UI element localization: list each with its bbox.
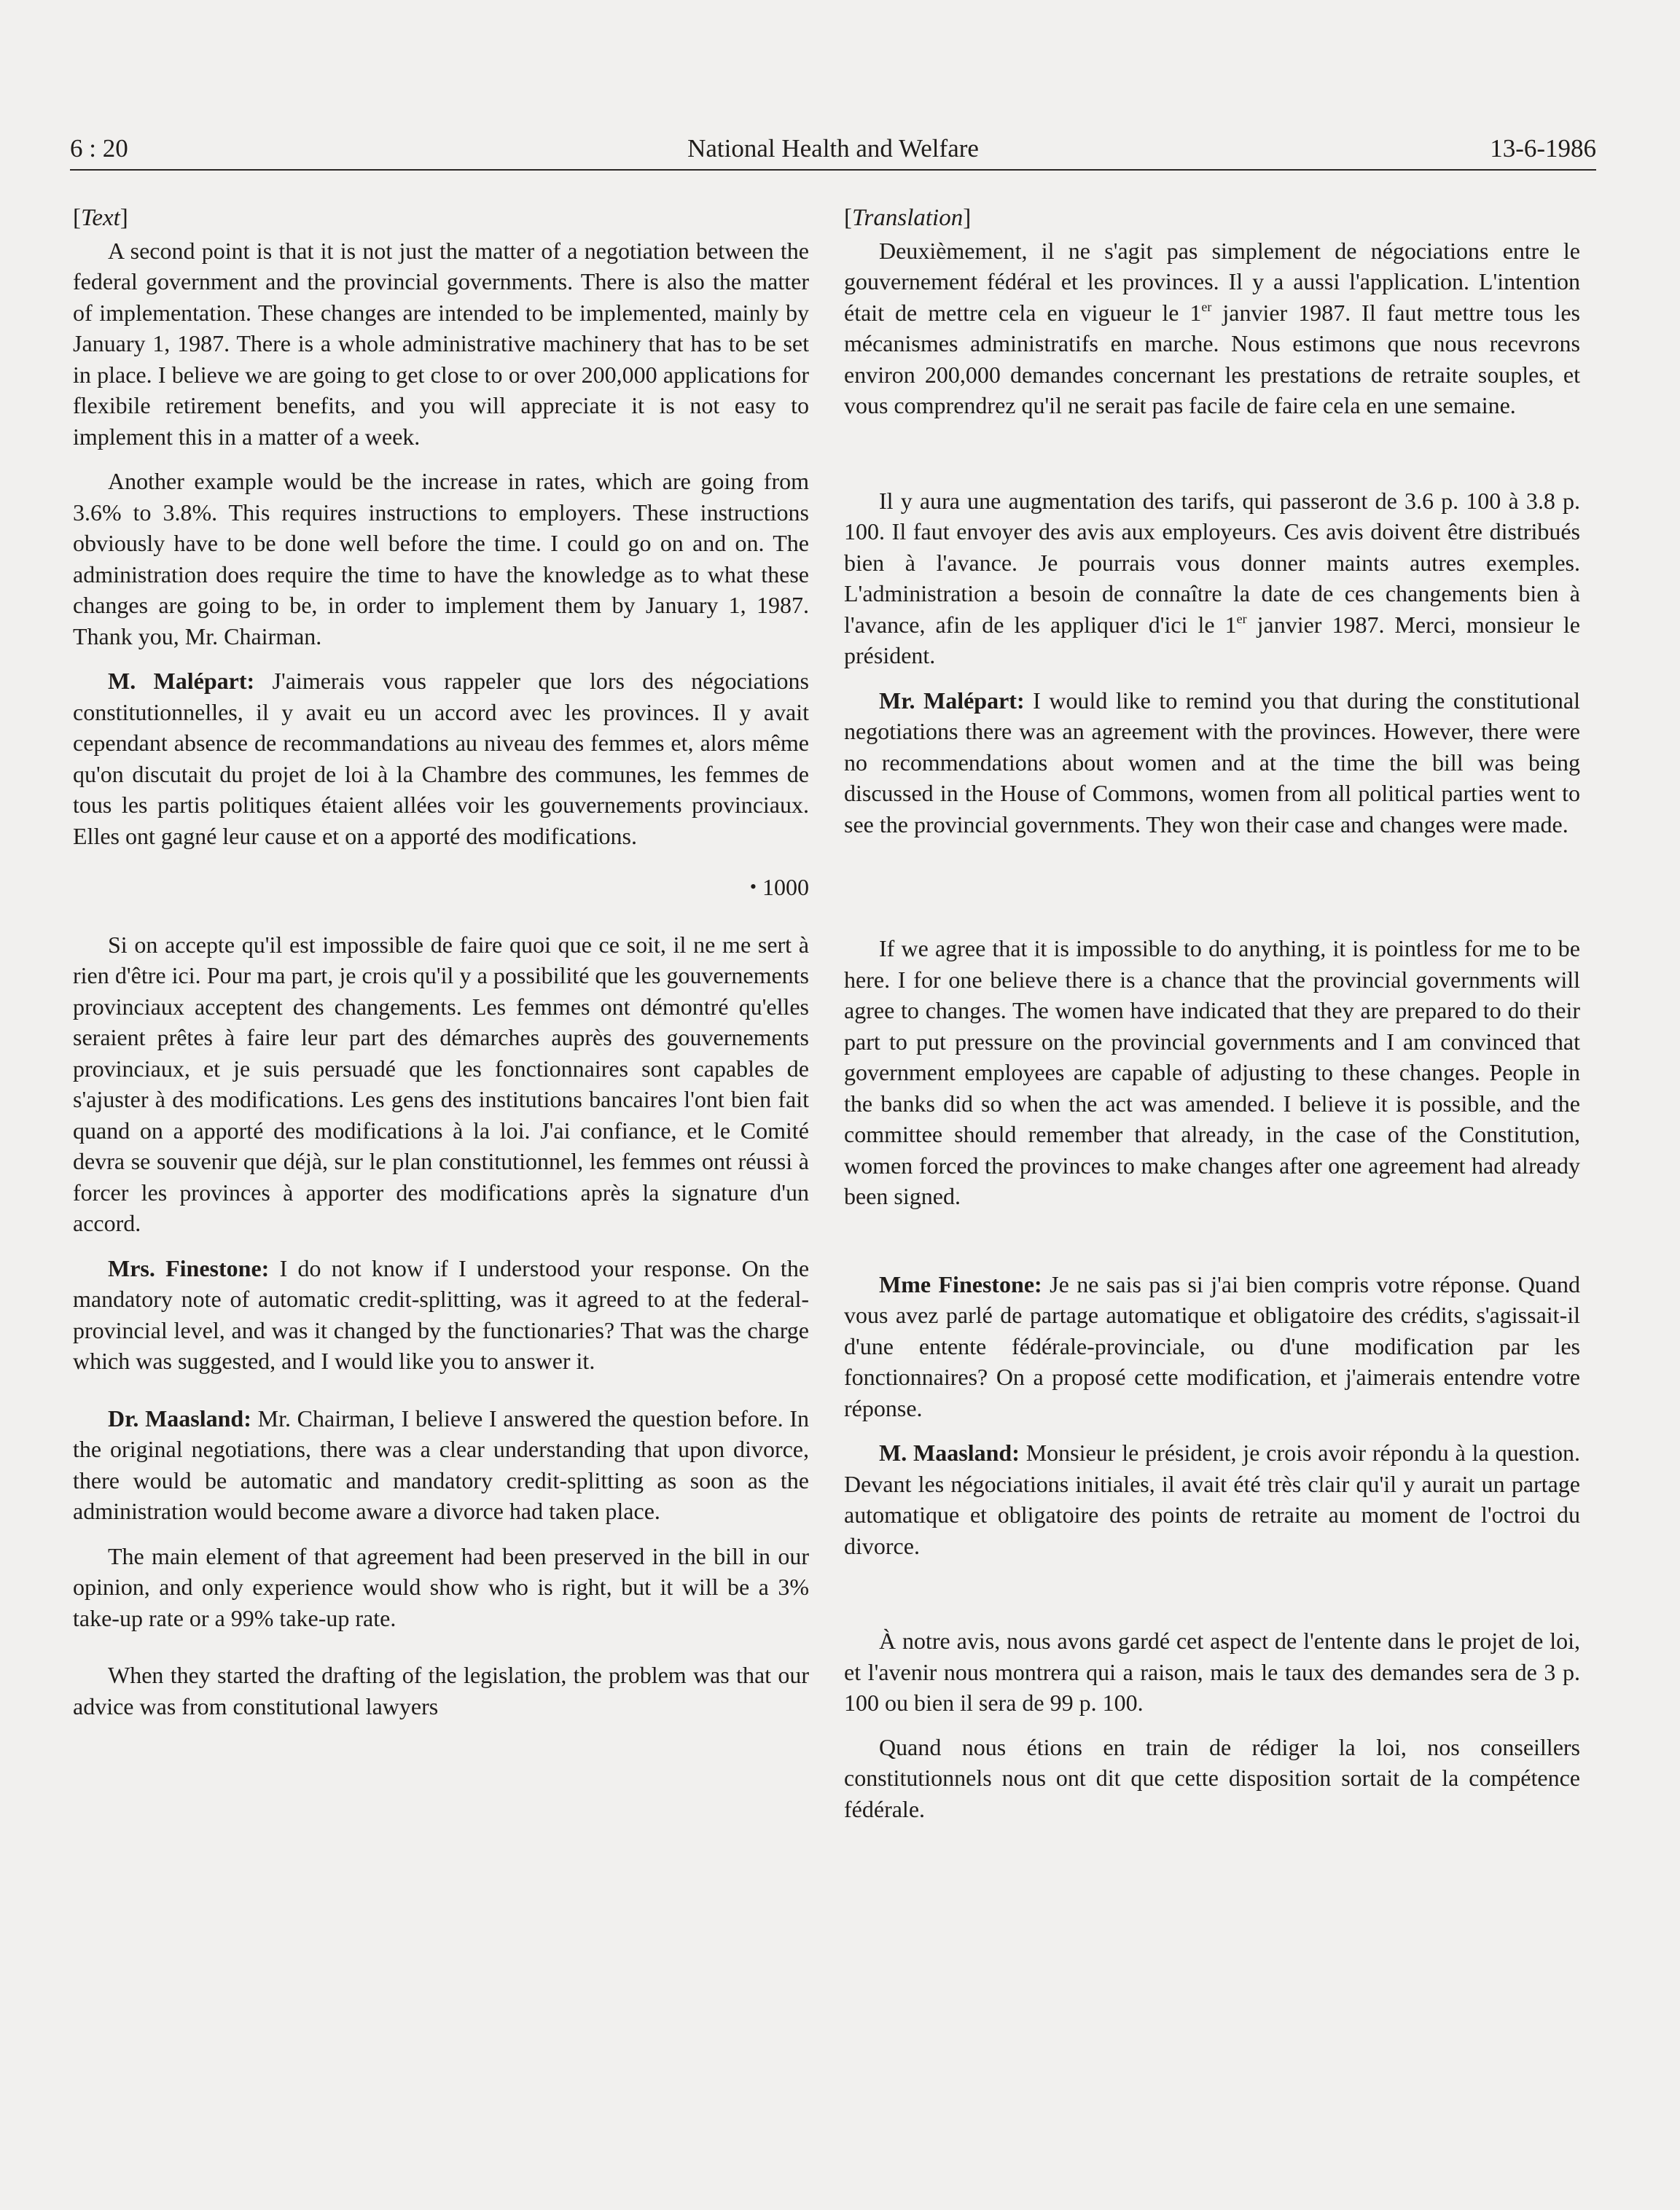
paragraph: A second point is that it is not just the matter of a negotiation between the federal government and the provincial governments. There is also the matter of implementation. These changes are intended to be implemented, mainly by January 1, 1987. There is a whole administrative machinery that has to be set in place. I believe we are going to get close to or over 200,000 applications for flexibile retirement benefits, and you will appreciate it is not easy to implement this in a matter of a week.: [73, 237, 809, 450]
paragraph: Si on accepte qu'il est impossible de faire quoi que ce soit, il ne me sert à rien d'être ici. Pour ma part, je crois qu'il y a possibilité que les gouvernements provinciaux acceptent des changements. Les femmes ont démontré qu'elles seraient prêtes à faire leur part des démarches auprès des gouvernements provinciaux, et je suis persuadé que les fonctionnaires sont capables de s'ajuster à des modifications. Les gens des institutions bancaires l'ont bien fait quand on a apporté des modifications à la loi. J'ai confiance, et le Comité devra se souvenir que déjà, sur le plan constitutionnel, les femmes ont réussi à forcer les provinces à apporter des modifications après la signature d'un accord.: [73, 931, 809, 1236]
paragraph: When they started the drafting of the legislation, the problem was that our advice was from constitutional lawyers: [73, 1662, 809, 1719]
paragraph: Mrs. Finestone: I do not know if I understood your response. On the mandatory note of automatic credit-splitting, was it agreed to at the federal-provincial level, and was it changed by the functionaries? That was the charge which was suggested, and I would like you to answer it.: [73, 1254, 810, 1374]
paragraph: If we agree that it is impossible to do anything, it is pointless for me to be here. I for one believe there is a chance that the provincial governments will agree to changes. The women have indicated that they are prepared to do their part to put pressure on the provincial governments and I am convinced that government employees are capable of adjusting to these changes. People in the banks did so when the act was amended. I believe it is possible, and the committee should remember that already, in the case of the Constitution, women forced the provinces to make changes after one agreement had already been signed.: [844, 935, 1580, 1209]
paragraph: À notre avis, nous avons gardé cet aspect de l'entente dans le projet de loi, et l'avenir nous montrera qui a raison, mais le taux des demandes sera de 3 p. 100 ou bien il sera de 99 p. 100.: [844, 1628, 1580, 1716]
paragraph: Mr. Malépart: I would like to remind you that during the constitutional negotiations there was an agreement with the provinces. However, there were no recommendations about women and at the time the bill was being discussed in the House of Commons, women from all political parties went to see the provincial governments. They won their case and changes were made.: [844, 687, 1581, 837]
column-tag: [Translation]: [844, 205, 972, 231]
speaker-name: M. Malépart:: [108, 668, 255, 694]
paragraph: Another example would be the increase in rates, which are going from 3.6% to 3.8%. This requires instructions to employers. These instructions obviously have to be done well before the time. I could go on and on. The administration does require the time to have the knowledge as to what these changes are going to be, in order to implement them by January 1, 1987. Thank you, Mr. Chairman.: [73, 468, 809, 649]
time-marker: • 1000: [749, 874, 809, 900]
french-column: [844, 203, 1580, 1824]
paragraph: M. Malépart: J'aimerais vous rappeler que lors des négociations constitutionnelles, il y avait eu un accord avec les provinces. Il y avait cependant absence de recommandations au niveau des femmes et, alors même qu'on discutait du projet de loi à la Chambre des communes, les femmes de tous les partis politiques étaient allées voir les gouvernements provinciaux. Elles ont gagné leur cause et on a apporté des modifications.: [73, 668, 810, 849]
paragraph: Dr. Maasland: Mr. Chairman, I believe I answered the question before. In the original negotiations, there was a clear understanding that upon divorce, there would be automatic and mandatory credit-splitting as soon as the administration would become aware a divorce had taken place.: [73, 1405, 810, 1524]
speaker-name: Mme Finestone:: [879, 1270, 1042, 1297]
header-date: 13-6-1986: [1490, 134, 1596, 163]
paragraph: Il y aura une augmentation des tarifs, qui passeront de 3.6 p. 100 à 3.8 p. 100. Il faut envoyer des avis aux employeurs. Ces avis doivent être distribués bien à l'avance. Je pourrais vous donner maints autres exemples. L'administration a besoin de connaître la date de ces changements bien à l'avance, afin de les appliquer d'ici le 1er janvier 1987. Merci, monsieur le président.: [844, 487, 1581, 668]
paragraph: The main element of that agreement had been preserved in the bill in our opinion, and only experience would show who is right, but it will be a 3% take-up rate or a 99% take-up rate.: [73, 1542, 809, 1631]
english-column: [73, 203, 809, 1722]
speaker-name: Mr. Malépart:: [879, 687, 1025, 714]
speaker-name: M. Maasland:: [879, 1440, 1020, 1466]
paragraph: Deuxièmement, il ne s'agit pas simplement de négociations entre le gouvernement fédéral et les provinces. Il y a aussi l'application. L'intention était de mettre cela en vigueur le 1er janvier 1987. Il faut mettre tous les mécanismes administratifs en marche. Nous estimons que nous recevrons environ 200,000 demandes concernant les prestations de retraite souples, et vous comprendrez qu'il ne serait pas facile de faire cela en une semaine.: [844, 237, 1580, 418]
column-tag: [Text]: [73, 205, 128, 231]
speaker-name: Dr. Maasland:: [108, 1405, 251, 1432]
page-header: [70, 131, 1596, 171]
paragraph: Mme Finestone: Je ne sais pas si j'ai bien compris votre réponse. Quand vous avez parlé de partage automatique et obligatoire des crédits, s'agissait-il d'une entente fédérale-provinciale, ou d'une modification par les fonctionnaires? On a proposé cette modification, et j'aimerais entendre votre réponse.: [844, 1270, 1581, 1421]
page-number: 6 : 20: [70, 134, 128, 163]
speaker-name: Mrs. Finestone:: [108, 1254, 270, 1281]
paragraph: M. Maasland: Monsieur le président, je crois avoir répondu à la question. Devant les négociations initiales, il avait été très clair qu'il y aurait un partage automatique et obligatoire des points de retraite au moment de l'octroi du divorce.: [844, 1440, 1581, 1559]
paragraph: Quand nous étions en train de rédiger la loi, nos conseillers constitutionnels nous ont dit que cette disposition sortait de la compétence fédérale.: [844, 1733, 1580, 1822]
running-title: National Health and Welfare: [687, 134, 979, 163]
